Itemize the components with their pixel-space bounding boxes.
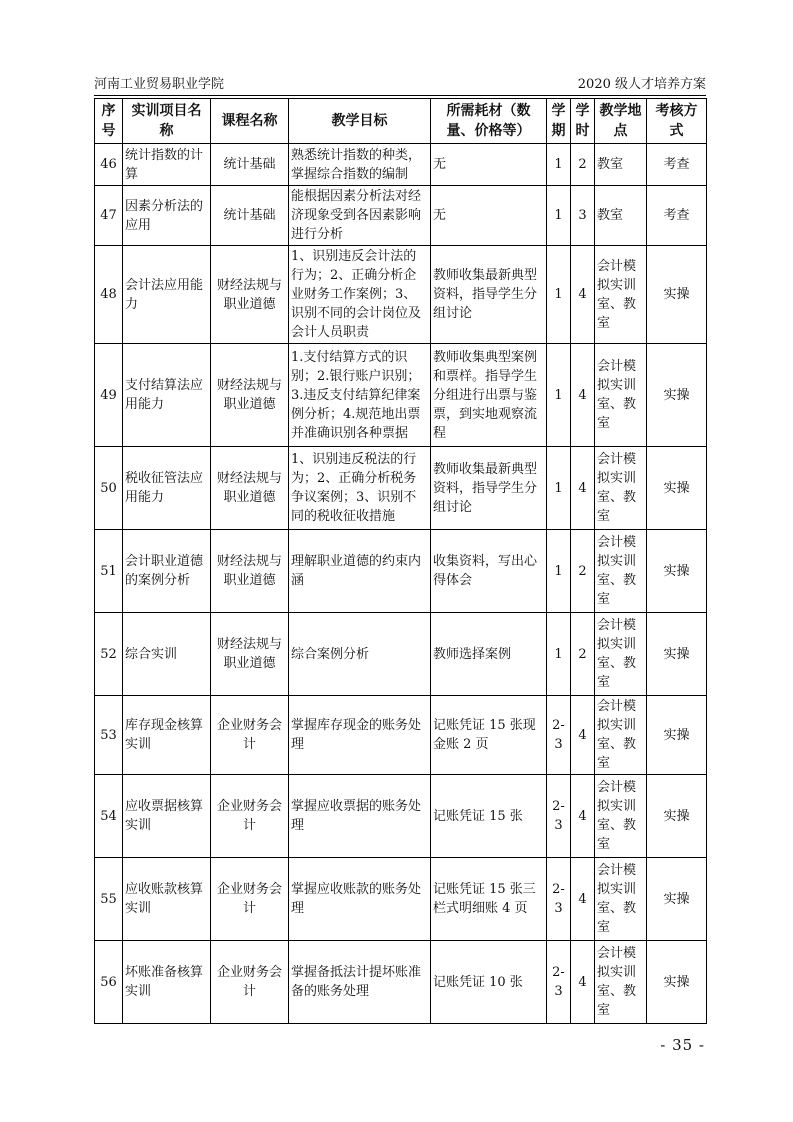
cell-assess: 考查 [647, 144, 707, 186]
cell-hours: 4 [571, 447, 595, 530]
cell-assess: 实操 [647, 858, 707, 941]
cell-no: 53 [95, 696, 123, 775]
cell-materials: 教师选择案例 [431, 613, 547, 696]
cell-term: 1 [547, 530, 571, 613]
cell-goal: 1、识别违反税法的行为；2、正确分析税务争议案例；3、识别不同的税收征收措施 [289, 447, 431, 530]
cell-place: 会计模拟实训室、教室 [595, 613, 647, 696]
table-row [95, 447, 707, 530]
cell-course: 财经法规与职业道德 [211, 246, 289, 344]
col-header: 序号 [95, 99, 123, 144]
cell-project: 应收票据核算实训 [123, 775, 211, 858]
table-row [95, 858, 707, 941]
cell-materials: 记账凭证 10 张 [431, 941, 547, 1024]
col-header: 学时 [571, 99, 595, 144]
cell-term: 1 [547, 344, 571, 447]
cell-project: 因素分析法的应用 [123, 186, 211, 246]
cell-term: 2-3 [547, 858, 571, 941]
cell-project: 坏账准备核算实训 [123, 941, 211, 1024]
cell-place: 会计模拟实训室、教室 [595, 941, 647, 1024]
cell-goal: 掌握备抵法计提坏账准备的账务处理 [289, 941, 431, 1024]
cell-course: 财经法规与职业道德 [211, 447, 289, 530]
cell-term: 1 [547, 186, 571, 246]
cell-course: 统计基础 [211, 144, 289, 186]
cell-term: 2-3 [547, 941, 571, 1024]
cell-place: 教室 [595, 186, 647, 246]
cell-assess: 实操 [647, 696, 707, 775]
cell-place: 教室 [595, 144, 647, 186]
cell-term: 2-3 [547, 775, 571, 858]
cell-course: 企业财务会计 [211, 775, 289, 858]
page-header [94, 76, 706, 94]
table-row [95, 530, 707, 613]
cell-goal: 掌握应收票据的账务处理 [289, 775, 431, 858]
training-table [94, 98, 707, 1024]
cell-assess: 考查 [647, 186, 707, 246]
cell-assess: 实操 [647, 344, 707, 447]
cell-no: 56 [95, 941, 123, 1024]
cell-hours: 4 [571, 858, 595, 941]
col-header: 教学目标 [289, 99, 431, 144]
cell-no: 55 [95, 858, 123, 941]
col-header: 学期 [547, 99, 571, 144]
col-header: 所需耗材（数量、价格等） [431, 99, 547, 144]
cell-goal: 1、识别违反会计法的行为；2、正确分析企业财务工作案例；3、识别不同的会计岗位及会计人员职责 [289, 246, 431, 344]
cell-no: 49 [95, 344, 123, 447]
page-number: - 35 - [660, 1036, 705, 1054]
cell-hours: 3 [571, 186, 595, 246]
document-title: 2020 级人才培养方案 [577, 77, 706, 92]
cell-project: 库存现金核算实训 [123, 696, 211, 775]
cell-materials: 记账凭证 15 张 [431, 775, 547, 858]
cell-assess: 实操 [647, 530, 707, 613]
cell-assess: 实操 [647, 613, 707, 696]
cell-materials: 无 [431, 186, 547, 246]
col-header: 教学地点 [595, 99, 647, 144]
table-row [95, 775, 707, 858]
cell-materials: 记账凭证 15 张现金账 2 页 [431, 696, 547, 775]
cell-hours: 4 [571, 246, 595, 344]
cell-project: 统计指数的计算 [123, 144, 211, 186]
cell-no: 54 [95, 775, 123, 858]
cell-place: 会计模拟实训室、教室 [595, 246, 647, 344]
cell-goal: 综合案例分析 [289, 613, 431, 696]
table-row [95, 246, 707, 344]
table-row [95, 344, 707, 447]
header-rule [94, 95, 706, 96]
cell-term: 1 [547, 613, 571, 696]
cell-hours: 4 [571, 344, 595, 447]
table-row [95, 613, 707, 696]
cell-project: 综合实训 [123, 613, 211, 696]
cell-place: 会计模拟实训室、教室 [595, 344, 647, 447]
cell-goal: 熟悉统计指数的种类，掌握综合指数的编制 [289, 144, 431, 186]
cell-no: 47 [95, 186, 123, 246]
cell-materials: 教师收集最新典型资料，指导学生分组讨论 [431, 447, 547, 530]
cell-project: 应收账款核算实训 [123, 858, 211, 941]
cell-project: 税收征管法应用能力 [123, 447, 211, 530]
cell-course: 企业财务会计 [211, 696, 289, 775]
cell-goal: 理解职业道德的约束内涵 [289, 530, 431, 613]
cell-term: 1 [547, 447, 571, 530]
cell-no: 52 [95, 613, 123, 696]
cell-goal: 能根据因素分析法对经济现象受到各因素影响进行分析 [289, 186, 431, 246]
cell-hours: 4 [571, 775, 595, 858]
cell-materials: 收集资料，写出心得体会 [431, 530, 547, 613]
table-row [95, 696, 707, 775]
cell-no: 48 [95, 246, 123, 344]
cell-term: 1 [547, 144, 571, 186]
cell-goal: 1.支付结算方式的识别；2.银行账户识别；3.违反支付结算纪律案例分析；4.规范地出票并准确识别各种票据 [289, 344, 431, 447]
cell-place: 会计模拟实训室、教室 [595, 775, 647, 858]
cell-hours: 2 [571, 530, 595, 613]
cell-course: 财经法规与职业道德 [211, 613, 289, 696]
cell-no: 46 [95, 144, 123, 186]
cell-project: 支付结算法应用能力 [123, 344, 211, 447]
table-row [95, 144, 707, 186]
cell-place: 会计模拟实训室、教室 [595, 858, 647, 941]
cell-hours: 4 [571, 696, 595, 775]
col-header: 考核方式 [647, 99, 707, 144]
cell-place: 会计模拟实训室、教室 [595, 530, 647, 613]
cell-course: 统计基础 [211, 186, 289, 246]
cell-hours: 2 [571, 144, 595, 186]
cell-materials: 教师收集最新典型资料，指导学生分组讨论 [431, 246, 547, 344]
cell-course: 企业财务会计 [211, 941, 289, 1024]
school-name: 河南工业贸易职业学院 [94, 77, 225, 92]
cell-no: 50 [95, 447, 123, 530]
cell-hours: 2 [571, 613, 595, 696]
cell-hours: 4 [571, 941, 595, 1024]
cell-place: 会计模拟实训室、教室 [595, 696, 647, 775]
cell-goal: 掌握库存现金的账务处理 [289, 696, 431, 775]
cell-course: 企业财务会计 [211, 858, 289, 941]
table-header-row [95, 99, 707, 144]
cell-no: 51 [95, 530, 123, 613]
cell-course: 财经法规与职业道德 [211, 530, 289, 613]
cell-assess: 实操 [647, 447, 707, 530]
cell-term: 1 [547, 246, 571, 344]
cell-assess: 实操 [647, 775, 707, 858]
cell-materials: 教师收集典型案例和票样。指导学生分组进行出票与鉴票，到实地观察流程 [431, 344, 547, 447]
cell-goal: 掌握应收账款的账务处理 [289, 858, 431, 941]
cell-course: 财经法规与职业道德 [211, 344, 289, 447]
cell-project: 会计法应用能力 [123, 246, 211, 344]
cell-assess: 实操 [647, 941, 707, 1024]
table-row [95, 941, 707, 1024]
cell-place: 会计模拟实训室、教室 [595, 447, 647, 530]
cell-materials: 记账凭证 15 张三栏式明细账 4 页 [431, 858, 547, 941]
cell-materials: 无 [431, 144, 547, 186]
cell-project: 会计职业道德的案例分析 [123, 530, 211, 613]
cell-assess: 实操 [647, 246, 707, 344]
col-header: 课程名称 [211, 99, 289, 144]
col-header: 实训项目名称 [123, 99, 211, 144]
cell-term: 2-3 [547, 696, 571, 775]
table-row [95, 186, 707, 246]
